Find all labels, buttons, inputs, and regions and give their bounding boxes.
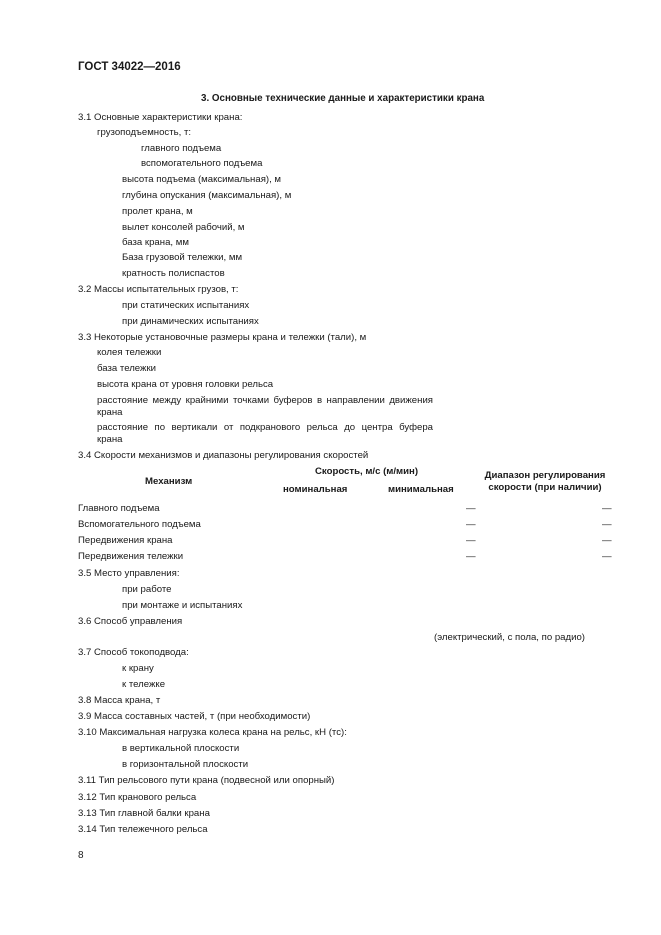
table-row-dash-min: — xyxy=(466,551,476,562)
item-3-1-aux-lift: вспомогательного подъема xyxy=(141,158,263,169)
item-3-13: 3.13 Тип главной балки крана xyxy=(78,808,210,819)
item-3-1-crane-base: база крана, мм xyxy=(122,237,189,248)
item-3-7-crane: к крану xyxy=(122,663,154,674)
item-3-10-vertical: в вертикальной плоскости xyxy=(122,743,240,754)
item-3-6-note: (электрический, с пола, по радио) xyxy=(434,632,585,643)
page-header: ГОСТ 34022—2016 xyxy=(78,61,181,73)
table-row-name: Передвижения крана xyxy=(78,535,173,546)
table-row-name: Главного подъема xyxy=(78,503,160,514)
item-3-14: 3.14 Тип тележечного рельса xyxy=(78,824,208,835)
table-header-range-1: Диапазон регулирования xyxy=(484,470,606,481)
item-3-2-dynamic: при динамических испытаниях xyxy=(122,316,259,327)
section-title: 3. Основные технические данные и характеристики крана xyxy=(201,93,485,104)
item-3-12: 3.12 Тип кранового рельса xyxy=(78,792,197,803)
item-3-1-span: пролет крана, м xyxy=(122,206,193,217)
item-3-4: 3.4 Скорости механизмов и диапазоны регулирования скоростей xyxy=(78,450,369,461)
item-3-9: 3.9 Масса составных частей, т (при необходимости) xyxy=(78,711,311,722)
item-3-3-buffer-distance-cont: крана xyxy=(97,407,123,418)
item-3-6: 3.6 Способ управления xyxy=(78,616,183,627)
item-3-1-reeving: кратность полиспастов xyxy=(122,268,225,279)
item-3-2: 3.2 Массы испытательных грузов, т: xyxy=(78,284,239,295)
table-header-range-2: скорости (при наличии) xyxy=(488,482,602,493)
item-3-3-buffer-distance: расстояние между крайними точками буферов в направлении движения xyxy=(97,395,433,406)
item-3-7: 3.7 Способ токоподвода: xyxy=(78,647,189,658)
item-3-3-trolley-base: база тележки xyxy=(97,363,157,374)
page-number: 8 xyxy=(78,850,84,861)
table-row-name: Вспомогательного подъема xyxy=(78,519,201,530)
table-header-speed: Скорость, м/с (м/мин) xyxy=(315,466,419,477)
item-3-3-vertical-distance: расстояние по вертикали от подкранового рельса до центра буфера xyxy=(97,422,433,433)
table-row-dash-range: — xyxy=(602,535,612,546)
item-3-1: 3.1 Основные характеристики крана: xyxy=(78,112,243,123)
item-3-3-vertical-distance-cont: крана xyxy=(97,434,123,445)
item-3-11: 3.11 Тип рельсового пути крана (подвесной или опорный) xyxy=(78,775,335,786)
table-row-dash-min: — xyxy=(466,519,476,530)
item-3-8: 3.8 Масса крана, т xyxy=(78,695,161,706)
table-row-dash-range: — xyxy=(602,551,612,562)
table-row-name: Передвижения тележки xyxy=(78,551,184,562)
item-3-5-assembly: при монтаже и испытаниях xyxy=(122,600,243,611)
item-3-2-static: при статических испытаниях xyxy=(122,300,250,311)
table-row-dash-min: — xyxy=(466,503,476,514)
item-3-1-main-lift: главного подъема xyxy=(141,143,222,154)
item-3-3: 3.3 Некоторые установочные размеры крана и тележки (тали), м xyxy=(78,332,367,343)
table-row-dash-min: — xyxy=(466,535,476,546)
item-3-10: 3.10 Максимальная нагрузка колеса крана на рельс, кН (тс): xyxy=(78,727,347,738)
item-3-10-horizontal: в горизонтальной плоскости xyxy=(122,759,249,770)
item-3-3-track: колея тележки xyxy=(97,347,162,358)
table-row-dash-range: — xyxy=(602,503,612,514)
item-3-5-operation: при работе xyxy=(122,584,172,595)
item-3-7-trolley: к тележке xyxy=(122,679,166,690)
table-header-nominal: номинальная xyxy=(283,484,348,495)
table-row-dash-range: — xyxy=(602,519,612,530)
item-3-1-lowering-depth: глубина опускания (максимальная), м xyxy=(122,190,292,201)
table-header-minimal: минимальная xyxy=(388,484,454,495)
item-3-1-outreach: вылет консолей рабочий, м xyxy=(122,222,245,233)
item-3-3-crane-height: высота крана от уровня головки рельса xyxy=(97,379,274,390)
table-header-mechanism: Механизм xyxy=(145,476,193,487)
item-3-1-trolley-base: База грузовой тележки, мм xyxy=(122,252,243,263)
item-3-5: 3.5 Место управления: xyxy=(78,568,180,579)
item-3-1-capacity: грузоподъемность, т: xyxy=(97,127,191,138)
item-3-1-lift-height: высота подъема (максимальная), м xyxy=(122,174,282,185)
